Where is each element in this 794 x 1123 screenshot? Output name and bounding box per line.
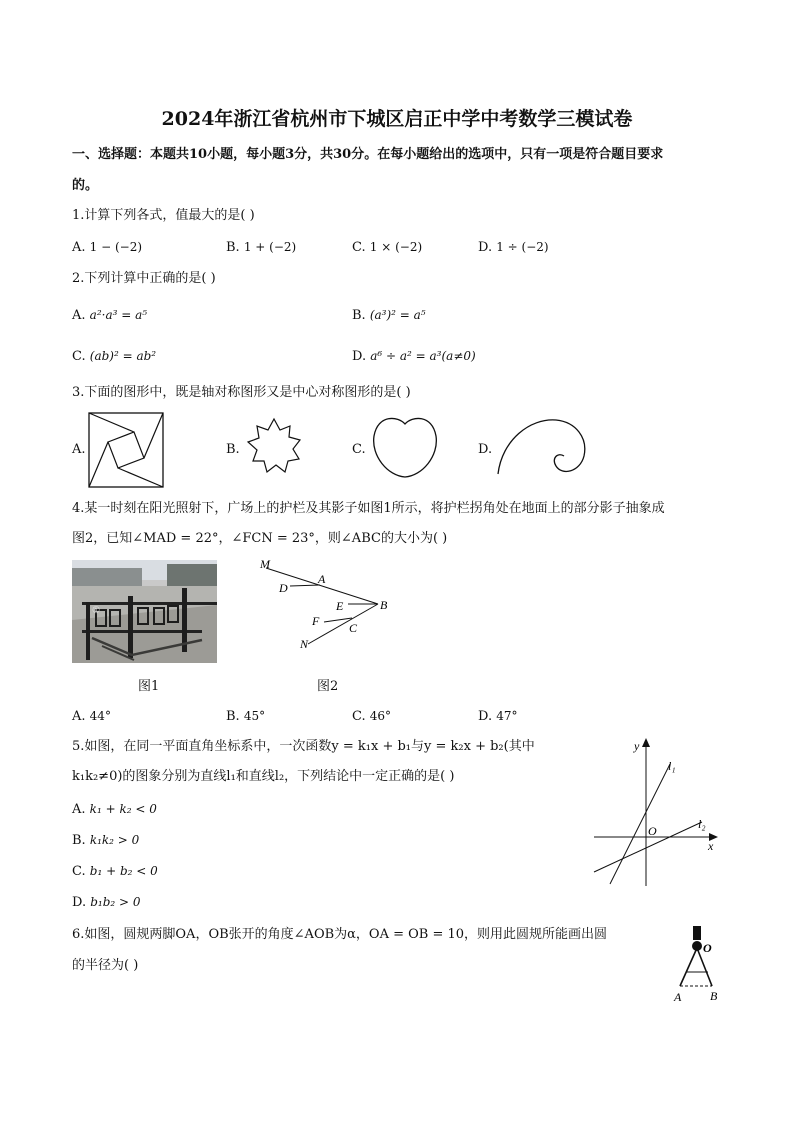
q4-stem-line1: 4.某一时刻在阳光照射下，广场上的护栏及其影子如图1所示，将护栏拐角处在地面上的部分影子抽象成 <box>72 501 665 516</box>
page-title: 2024年浙江省杭州市下城区启正中学中考数学三模试卷 <box>161 108 633 130</box>
q4-option-d-label: D. <box>478 709 493 724</box>
q2-option-c-text: (ab)² = ab² <box>89 349 157 363</box>
q1-option-c <box>352 238 422 257</box>
q5-option-c-text: b₁ + b₂ < 0 <box>89 864 158 878</box>
label-e: E <box>336 599 344 613</box>
q1-option-c-text: 1 × (−2) <box>369 240 423 254</box>
q1-option-d-label: D. <box>478 240 493 255</box>
q4-option-b-label: B. <box>226 709 240 724</box>
q5-option-c <box>72 862 158 881</box>
q2-stem: 2.下列计算中正确的是( ) <box>72 271 216 286</box>
q2-option-b-label: B. <box>352 308 366 323</box>
q3-figure-d-spiral <box>496 414 588 476</box>
q3-figure-a-square-pinwheel <box>88 412 164 488</box>
q3-option-d-label: D. <box>478 442 493 457</box>
q4-option-d-text: 47° <box>496 709 518 723</box>
railing-photo-illustration <box>72 560 217 663</box>
q2-option-d-label: D. <box>352 349 367 364</box>
compass-label-o: O <box>703 941 712 955</box>
label-c: C <box>349 621 358 635</box>
q4-option-a-text: 44° <box>89 709 111 723</box>
q1-option-a-label: A. <box>72 240 86 255</box>
line-l2-label: l₂ <box>698 817 706 831</box>
label-b: B <box>380 598 388 612</box>
q5-option-a-text: k₁ + k₂ < 0 <box>89 802 157 816</box>
q2-option-d <box>352 347 476 366</box>
q2-option-a-label: A. <box>72 308 86 323</box>
q1-option-a <box>72 238 142 257</box>
q5-option-a-label: A. <box>72 802 86 817</box>
q4-figure1-railing-photo <box>72 560 217 663</box>
q1-option-b <box>226 238 296 257</box>
label-m: M <box>260 557 270 571</box>
q4-stem-line2: 图2，已知∠MAD = 22°，∠FCN = 23°，则∠ABC的大小为( ) <box>72 531 448 546</box>
label-a: A <box>318 572 326 586</box>
q1-option-a-text: 1 − (−2) <box>89 240 143 254</box>
q2-option-d-text: a⁶ ÷ a² = a³(a≠0) <box>370 349 476 363</box>
q1-stem: 1.计算下列各式，值最大的是( ) <box>72 208 255 223</box>
q3-stem: 3.下面的图形中，既是轴对称图形又是中心对称图形的是( ) <box>72 385 411 400</box>
q4-option-c <box>352 707 391 726</box>
label-f: F <box>312 614 320 628</box>
q3-figure-c-heart-curve <box>370 414 440 480</box>
q2-option-c <box>72 347 156 366</box>
q5-option-d-label: D. <box>72 895 87 910</box>
q5-option-b <box>72 831 139 850</box>
q4-option-b <box>226 707 265 726</box>
q4-option-d <box>478 707 518 726</box>
q5-coordinate-graph <box>590 734 724 890</box>
q5-option-b-text: k₁k₂ > 0 <box>89 833 140 847</box>
q6-stem-line2: 的半径为( ) <box>72 958 139 973</box>
q2-option-a <box>72 306 147 325</box>
q5-stem-line2: k₁k₂≠0)的图象分别为直线l₁和直线l₂，下列结论中一定正确的是( ) <box>72 769 455 784</box>
q3-option-c-label: C. <box>352 442 366 457</box>
q4-option-a <box>72 707 111 726</box>
label-d: D <box>279 581 288 595</box>
q4-figure2-angle-diagram <box>252 552 402 652</box>
q5-option-b-label: B. <box>72 833 86 848</box>
q1-option-b-text: 1 + (−2) <box>243 240 297 254</box>
y-axis-label: y <box>634 739 640 753</box>
q3-option-b-label: B. <box>226 442 240 457</box>
section-heading-line1: 一、选择题：本题共10小题，每小题3分，共30分。在每小题给出的选项中，只有一项是符合题目要求 <box>72 147 664 162</box>
section-heading-line2: 的。 <box>72 178 99 193</box>
q4-figure1-caption: 图1 <box>138 679 160 694</box>
q1-option-b-label: B. <box>226 240 240 255</box>
q5-option-d <box>72 893 141 912</box>
q5-option-c-label: C. <box>72 864 86 879</box>
q4-option-a-label: A. <box>72 709 86 724</box>
x-axis-label: x <box>708 839 714 853</box>
label-n: N <box>300 637 309 651</box>
q2-option-b <box>352 306 426 325</box>
q5-option-d-text: b₁b₂ > 0 <box>90 895 141 909</box>
q6-stem-line1: 6.如图，圆规两脚OA，OB张开的角度∠AOB为α，OA = OB = 10，则用此圆规所能画出圆 <box>72 927 608 942</box>
q1-option-d-text: 1 ÷ (−2) <box>496 240 549 254</box>
q4-option-c-text: 46° <box>369 709 392 723</box>
q2-option-a-text: a²·a³ = a⁵ <box>89 308 148 322</box>
photo-marker: ① <box>92 605 101 615</box>
q4-option-b-text: 45° <box>243 709 266 723</box>
q3-figure-b-snowflake <box>244 416 304 476</box>
q1-option-d <box>478 238 549 257</box>
q4-figure2-caption: 图2 <box>317 679 339 694</box>
q2-option-c-label: C. <box>72 349 86 364</box>
line-l1-label: l₁ <box>668 759 676 773</box>
q1-option-c-label: C. <box>352 240 366 255</box>
q2-option-b-text: (a³)² = a⁵ <box>369 308 426 322</box>
q4-option-c-label: C. <box>352 709 366 724</box>
origin-label: O <box>648 824 657 838</box>
compass-label-b: B <box>710 989 718 1003</box>
compass-label-a: A <box>674 990 682 1004</box>
q5-stem-line1: 5.如图，在同一平面直角坐标系中，一次函数y = k₁x + b₁与y = k₂x + b₂(其中 <box>72 739 535 754</box>
q3-option-a-label: A. <box>72 442 86 457</box>
q6-compass-figure <box>668 924 728 1006</box>
q5-option-a <box>72 800 157 819</box>
